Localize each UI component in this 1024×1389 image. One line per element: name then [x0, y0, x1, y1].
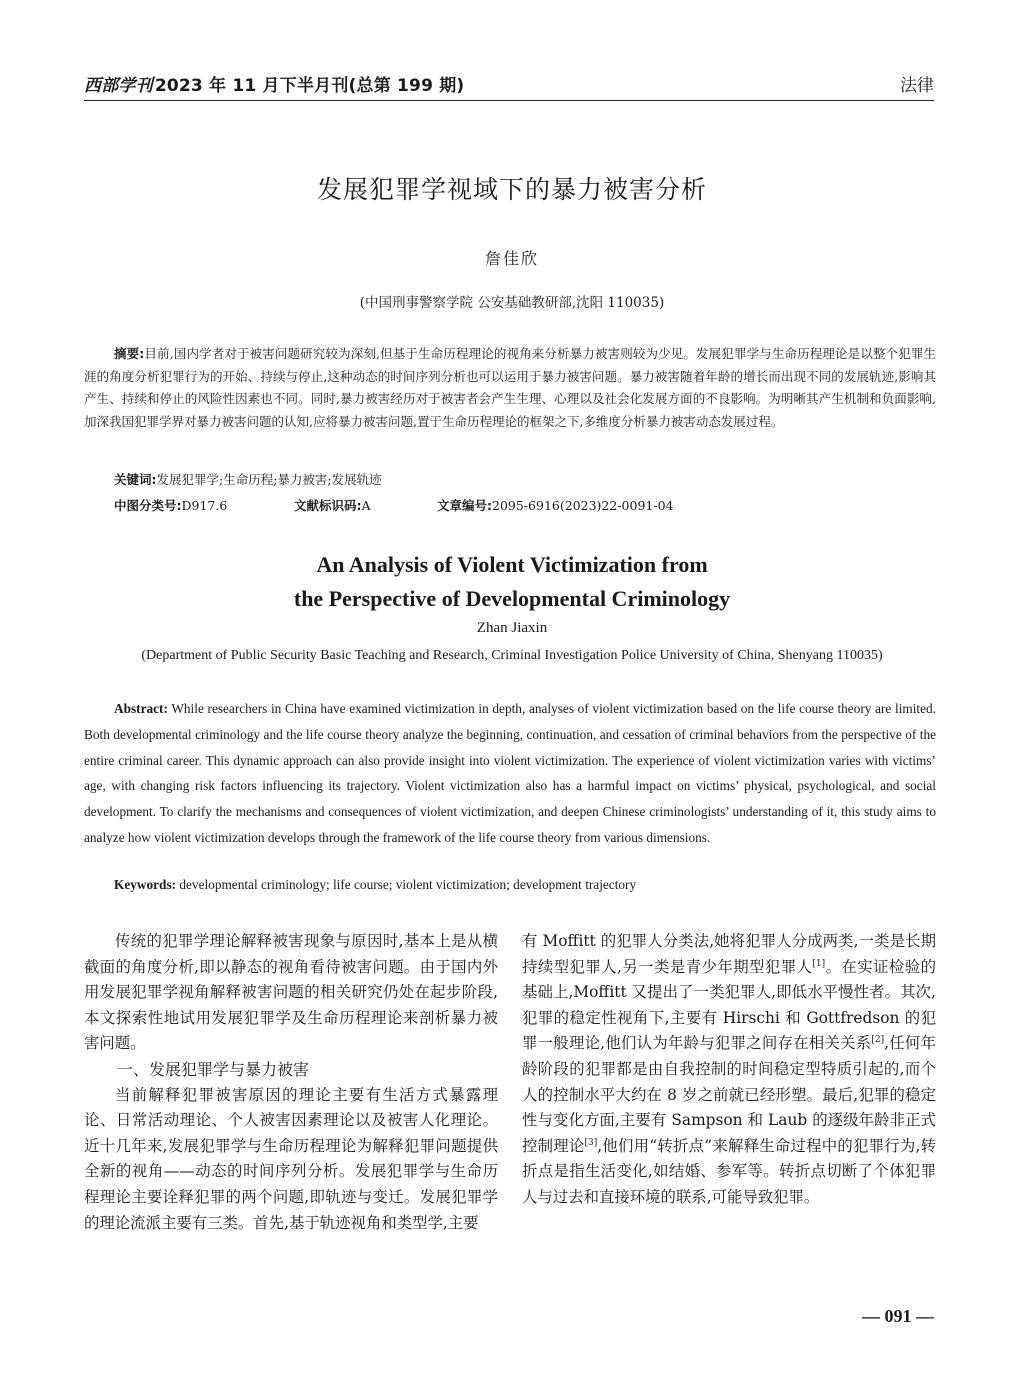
title-english — [0, 548, 1024, 616]
header-rule — [84, 100, 934, 101]
affiliation-english: (Department of Public Security Basic Teaching and Research, Criminal Investigation Police University of China, Shenyang 110035) — [141, 648, 883, 663]
abstract-label-english: Abstract: — [114, 701, 168, 716]
doc-code-value: A — [361, 498, 371, 513]
citation-2[interactable]: [2] — [871, 1035, 885, 1046]
document-code — [294, 496, 437, 514]
clc-label: 中图分类号: — [114, 498, 182, 513]
clc-value: D917.6 — [181, 498, 228, 513]
text-segment: ,任何年龄阶段的犯罪都是由自我控制的时间稳定型特质引起的,而个人的控制水平大约在 8 岁之前就已经形塑。最后,犯罪的稳定性与变化方面,主要有 Sampson 和 Laub 的逐级年龄非正式控制理论 — [522, 1034, 936, 1155]
section1-paragraph: 当前解释犯罪被害原因的理论主要有生活方式暴露理论、日常活动理论、个人被害因素理论以及被害人化理论。近十几年来,发展犯罪学与生命历程理论为解释犯罪问题提供全新的视角——动态的时间序列分析。发展犯罪学与生命历程理论主要诠释犯罪的两个问题,即轨迹与变迁。发展犯罪学的理论流派主要有三类。首先,基于轨迹视角和类型学,主要 — [84, 1085, 498, 1232]
body-column-left — [84, 929, 498, 1236]
article-no-label: 文章编号: — [437, 498, 492, 513]
title-english-line1: An Analysis of Violent Victimization from — [316, 552, 708, 577]
journal-logo: 西部学刊 — [84, 76, 153, 96]
abstract-english — [84, 696, 936, 851]
abstract-text-english: While researchers in China have examined victimization in depth, analyses of violent victimization based on the life course theory are limited. Both developmental criminology and the life course theory analyze the beginning, continuation, and cessation of criminal behaviors from the perspective of the entire criminal career. This dynamic approach can also provide insight into violent victimization. The experience of violent victimization varies with victims’ age, with changing risk factors influencing its trajectory. Violent victimization also has a harmful impact on victims’ physical, psychological, and social development. To clarify the mechanisms and consequences of violent victimization, and deepen Chinese criminologists’ understanding of it, this study aims to analyze how violent victimization develops through the framework of the life course theory from various dimensions. — [84, 701, 936, 845]
clc-number — [114, 496, 294, 514]
keywords-text-english: developmental criminology; life course; violent victimization; development trajectory — [179, 877, 637, 892]
journal-issue — [84, 71, 464, 96]
keywords-text-chinese: 发展犯罪学;生命历程;暴力被害;发展轨迹 — [156, 472, 382, 487]
page-number: — 091 — — [862, 1306, 934, 1326]
text-segment: 。在实证检验的基础上,Moffitt 又提出了一类犯罪人,即低水平慢性者。其次,犯罪的稳定性视角下,主要有 Hirschi 和 Gottfredson 的犯罪一般理论,他们认为年龄与犯罪之间存在相关关系 — [522, 957, 936, 1053]
body-column-right — [522, 929, 936, 1211]
section-heading: 一、发展犯罪学与暴力被害 — [117, 1059, 310, 1079]
citation-3[interactable]: [3] — [584, 1137, 598, 1148]
article-no-value: 2095-6916(2023)22-0091-04 — [492, 498, 674, 513]
article-number — [437, 496, 673, 514]
abstract-chinese — [84, 343, 936, 433]
issue-info: 2023 年 11 月下半月刊(总第 199 期) — [154, 76, 465, 96]
doc-code-label: 文献标识码: — [294, 498, 362, 513]
keywords-english — [114, 877, 636, 893]
text-segment: ,他们用“转折点”来解释生命过程中的犯罪行为,转折点是指生活变化,如结婚、参军等。转折点切断了个体犯罪人与过去和直接环境的联系,可能导致犯罪。 — [522, 1136, 936, 1206]
keywords-chinese — [114, 470, 382, 488]
affiliation-chinese: (中国刑事警察学院 公安基础教研部,沈阳 110035) — [359, 295, 665, 311]
title-english-line2: the Perspective of Developmental Criminology — [293, 586, 731, 611]
citation-1[interactable]: [1] — [812, 958, 826, 969]
title-chinese: 发展犯罪学视域下的暴力被害分析 — [316, 175, 707, 204]
article-metadata — [114, 496, 673, 514]
abstract-text-chinese: 目前,国内学者对于被害问题研究较为深刻,但基于生命历程理论的视角来分析暴力被害则较为少见。发展犯罪学与生命历程理论是以整个犯罪生涯的角度分析犯罪行为的开始、持续与停止,这种动态的时间序列分析也可以运用于暴力被害问题。暴力被害随着年龄的增长而出现不同的发展轨迹,影响其产生、持续和停止的风险性因素也不同。同时,暴力被害经历对于被害者会产生生理、心理以及社会化发展方面的不良影响。为明晰其产生机制和负面影响,加深我国犯罪学界对暴力被害问题的认知,应将暴力被害问题,置于生命历程理论的框架之下,多维度分析暴力被害动态发展过程。 — [84, 346, 937, 429]
author-english: Zhan Jiaxin — [476, 620, 548, 636]
author-chinese: 詹佳欣 — [484, 249, 539, 268]
keywords-label-english: Keywords: — [114, 877, 177, 892]
abstract-label-chinese: 摘要: — [114, 346, 145, 361]
running-header — [84, 71, 934, 101]
section-name: 法律 — [900, 76, 934, 96]
keywords-label-chinese: 关键词: — [114, 472, 157, 487]
text-segment: 有 Moffitt 的犯罪人分类法,她将犯罪人分成两类,一类是长期持续型犯罪人,另一类是青少年期型犯罪人 — [522, 932, 936, 976]
intro-paragraph: 传统的犯罪学理论解释被害现象与原因时,基本上是从横截面的角度分析,即以静态的视角看待被害问题。由于国内外用发展犯罪学视角解释被害问题的相关研究仍处在起步阶段,本文探索性地试用发展犯罪学及生命历程理论来剖析暴力被害问题。 — [84, 932, 498, 1053]
section1-paragraph-continued — [522, 929, 936, 1211]
